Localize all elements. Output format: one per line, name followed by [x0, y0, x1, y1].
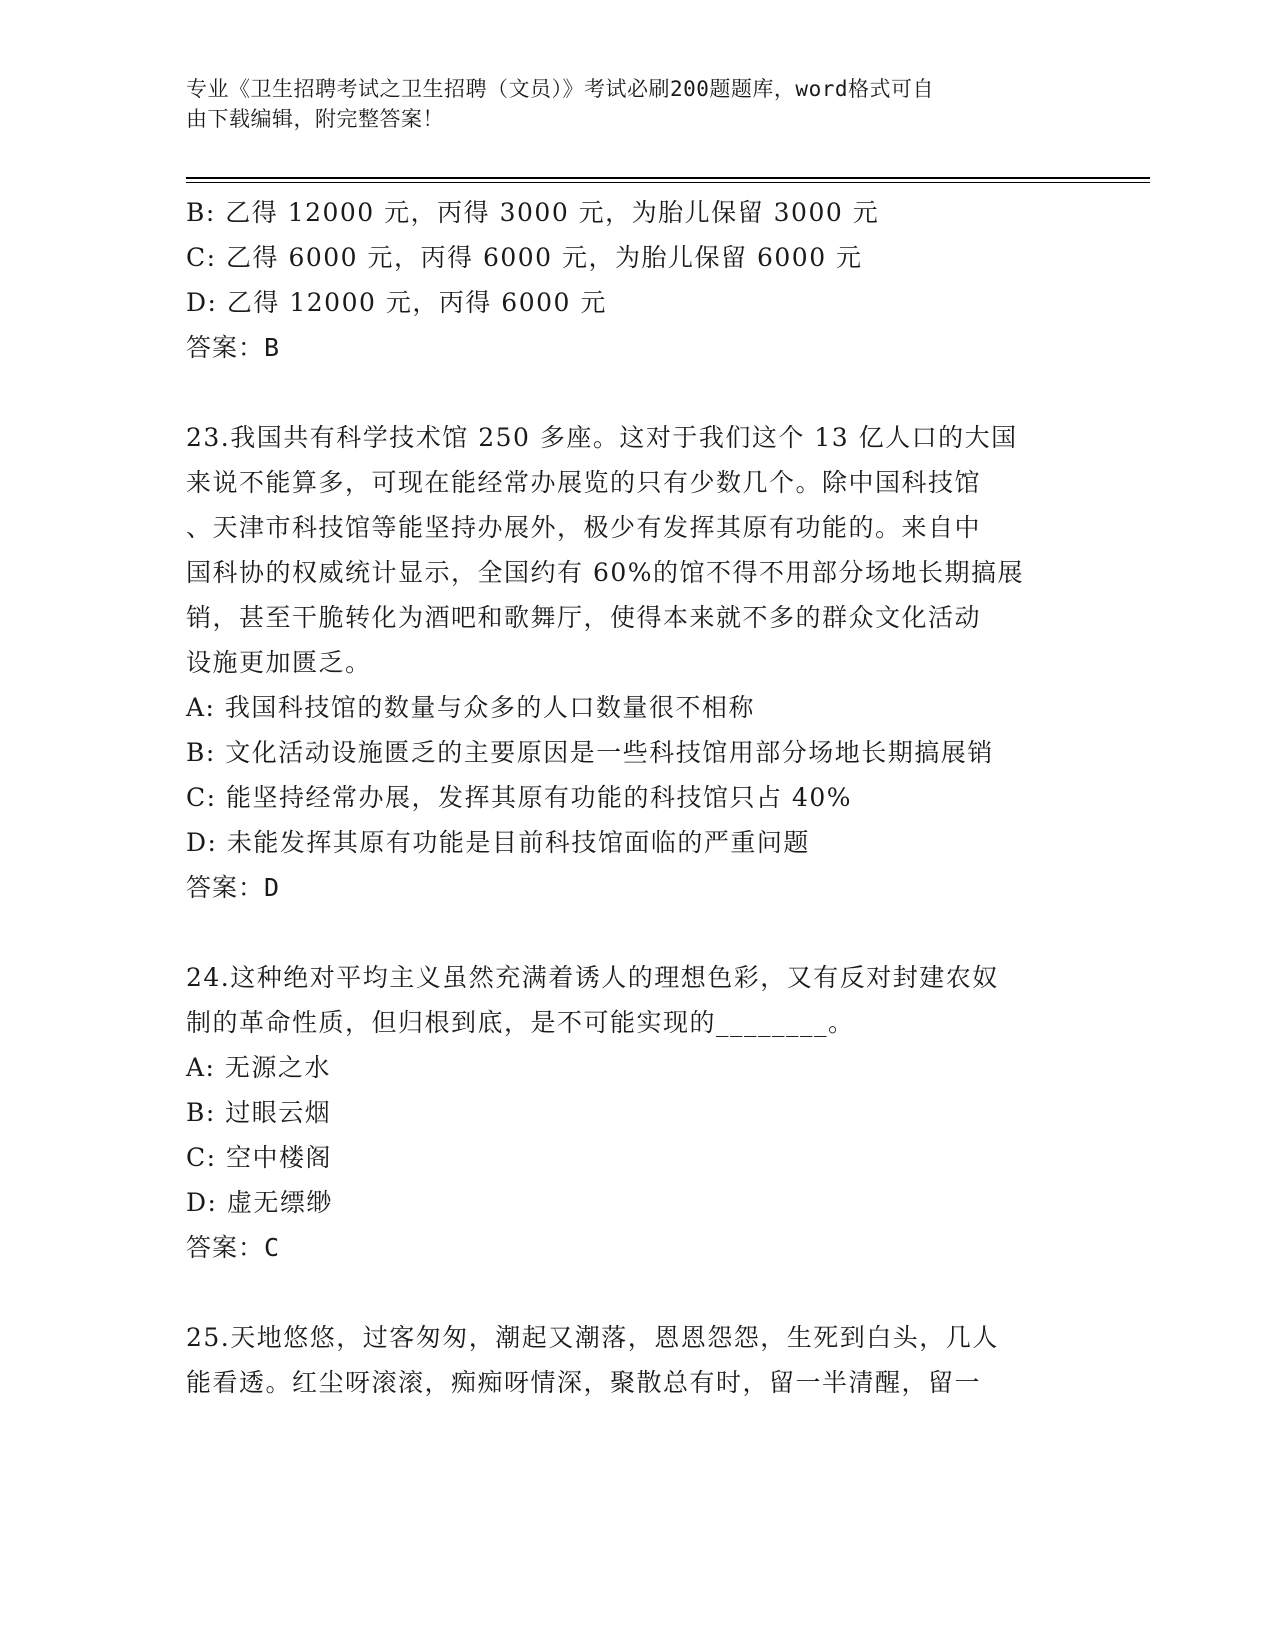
- question-stem-line: 来说不能算多，可现在能经常办展览的只有少数几个。除中国科技馆: [186, 468, 982, 497]
- spacer: [186, 910, 1086, 955]
- question-stem-line: 23.我国共有科学技术馆 250 多座。这对于我们这个 13 亿人口的大国: [186, 423, 1018, 452]
- spacer: [186, 1270, 1086, 1315]
- question-stem-line: 销，甚至干脆转化为酒吧和歌舞厅，使得本来就不多的群众文化活动: [186, 603, 982, 632]
- question-25: [186, 1315, 1086, 1405]
- answer-line: 答案：B: [186, 333, 281, 362]
- option-c: C: 空中楼阁: [186, 1143, 332, 1172]
- header-line-1: 专业《卫生招聘考试之卫生招聘（文员）》考试必刷200题题库，word格式可自: [186, 77, 934, 101]
- question-stem-line: 25.天地悠悠，过客匆匆，潮起又潮落，恩恩怨怨，生死到白头，几人: [186, 1323, 999, 1352]
- option-a: A: 我国科技馆的数量与众多的人口数量很不相称: [186, 693, 755, 722]
- option-b: B: 文化活动设施匮乏的主要原因是一些科技馆用部分场地长期搞展销: [186, 738, 994, 767]
- question-stem-line: 国科协的权威统计显示，全国约有 60%的馆不得不用部分场地长期搞展: [186, 558, 1025, 587]
- question-stem-line: 24.这种绝对平均主义虽然充满着诱人的理想色彩，又有反对封建农奴: [186, 963, 999, 992]
- document-body: [186, 190, 1086, 1405]
- option-d: D: 虚无缥缈: [186, 1188, 333, 1217]
- page-header: [186, 74, 1086, 134]
- question-24: [186, 955, 1086, 1270]
- option-b: B: 乙得 12000 元，丙得 3000 元，为胎儿保留 3000 元: [186, 198, 880, 227]
- answer-line: 答案：C: [186, 1233, 281, 1262]
- question-22-tail: [186, 190, 1086, 370]
- option-a: A: 无源之水: [186, 1053, 331, 1082]
- header-rule-thin: [186, 182, 1150, 183]
- question-stem-line: 设施更加匮乏。: [186, 648, 372, 677]
- question-stem-line: 能看透。红尘呀滚滚，痴痴呀情深，聚散总有时，留一半清醒，留一: [186, 1368, 982, 1397]
- option-b: B: 过眼云烟: [186, 1098, 332, 1127]
- option-d: D: 未能发挥其原有功能是目前科技馆面临的严重问题: [186, 828, 810, 857]
- option-d: D: 乙得 12000 元，丙得 6000 元: [186, 288, 607, 317]
- question-stem-line: 、天津市科技馆等能坚持办展外，极少有发挥其原有功能的。来自中: [186, 513, 982, 542]
- question-23: [186, 415, 1086, 910]
- answer-line: 答案：D: [186, 873, 281, 902]
- spacer: [186, 370, 1086, 415]
- header-rule-thick: [186, 177, 1150, 179]
- option-c: C: 乙得 6000 元，丙得 6000 元，为胎儿保留 6000 元: [186, 243, 863, 272]
- question-stem-line: 制的革命性质，但归根到底，是不可能实现的________。: [186, 1008, 855, 1037]
- option-c: C: 能坚持经常办展，发挥其原有功能的科技馆只占 40%: [186, 783, 853, 812]
- header-line-2: 由下载编辑，附完整答案！: [186, 107, 444, 131]
